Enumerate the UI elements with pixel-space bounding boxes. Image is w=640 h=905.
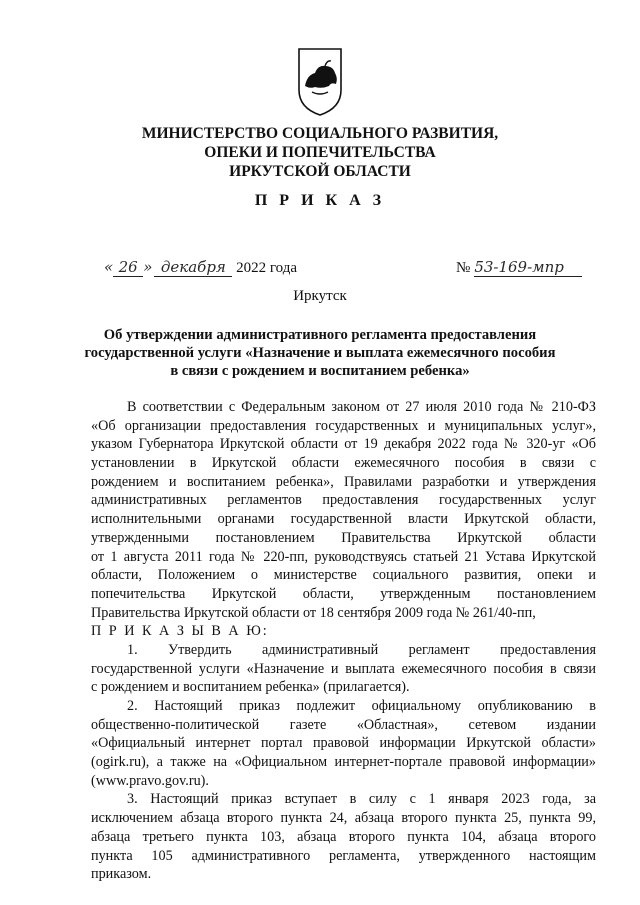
body-line: «Официальный интернет портал правовой информации Иркутской области» (91, 735, 596, 752)
document-body (91, 398, 596, 884)
date-year: 2022 года (236, 260, 298, 276)
body-line: указом Губернатора Иркутской области от 19 декабря 2022 года № 320-уг «Об (91, 436, 596, 453)
quote-open: « (104, 258, 114, 276)
document-subject (0, 326, 640, 380)
number-value: 53-169-мпр (474, 258, 582, 277)
body-line: рождением и воспитанием ребенка», Правилами разработки и утверждения (91, 473, 596, 490)
body-line: 1. Утвердить административный регламент предоставления (127, 641, 596, 658)
quote-close: » (143, 258, 153, 276)
subject-line: Об утверждении административного регламента предоставления (103, 327, 537, 343)
body-line: исполнительными органами государственной власти Иркутской области, (91, 511, 596, 528)
order-number (456, 258, 582, 277)
body-line: 2. Настоящий приказ подлежит официальному опубликованию в (127, 698, 596, 714)
body-line-order: П Р И К А З Ы В А Ю: (91, 623, 269, 640)
body-line: исключением абзаца второго пункта 24, абзаца второго пункта 25, пункта 99, (91, 810, 596, 827)
document-type: П Р И К А З (254, 192, 386, 209)
subject-line: в связи с рождением и воспитанием ребенка» (170, 363, 470, 379)
body-line: с рождением и воспитанием ребенка» (прилагается). (91, 679, 410, 696)
body-line: от 1 августа 2011 года № 220-пп, руководствуясь статьей 21 Устава Иркутской (91, 548, 596, 565)
body-line: утвержденными постановлением Правительства Иркутской области (91, 529, 596, 546)
body-line: (ogirk.ru), а также на «Официальном интернет-портале правовой информации» (91, 754, 596, 771)
body-line: общественно-политической газете «Областная», сетевом издании (91, 716, 596, 733)
body-line: попечительства Иркутской области, утвержденным постановлением (91, 585, 596, 602)
date-month: декабря (154, 258, 232, 277)
ministry-line: ИРКУТСКОЙ ОБЛАСТИ (229, 163, 411, 180)
ministry-line: ОПЕКИ И ПОПЕЧИТЕЛЬСТВА (204, 144, 436, 161)
body-line: государственной услуги «Назначение и выплата ежемесячного пособия в связи (91, 660, 596, 677)
number-sign: № (456, 260, 471, 276)
body-line: приказом. (91, 866, 152, 883)
order-date (104, 258, 297, 277)
ministry-name (0, 124, 640, 181)
body-line: В соответствии с Федеральным законом от 27 июля 2010 года № 210-ФЗ (127, 399, 596, 415)
body-line: абзаца третьего пункта 103, абзаца второго пункта 104, абзаца второго (91, 828, 596, 845)
body-line: области, Положением о министерстве социального развития, опеки и (91, 567, 596, 584)
body-line: Правительства Иркутской области от 18 сентября 2009 года № 261/40-пп, (91, 604, 536, 621)
coat-of-arms-icon (296, 46, 344, 118)
body-line: (www.pravo.gov.ru). (91, 772, 209, 789)
body-line: установлении в Иркутской области ежемесячного пособия в связи с (91, 455, 596, 472)
body-line: «Об организации предоставления государственных и муниципальных услуг», (91, 417, 596, 434)
subject-line: государственной услуги «Назначение и выплата ежемесячного пособия (84, 345, 556, 361)
body-line: 3. Настоящий приказ вступает в силу с 1 января 2023 года, за (127, 791, 596, 808)
date-day: 26 (113, 258, 143, 277)
body-line: административных регламентов предоставления государственных услуг (91, 492, 596, 509)
ministry-line: МИНИСТЕРСТВО СОЦИАЛЬНОГО РАЗВИТИЯ, (141, 125, 499, 142)
body-line: пункта 105 административного регламента, утвержденного настоящим (91, 847, 596, 864)
city: Иркутск (293, 288, 347, 304)
